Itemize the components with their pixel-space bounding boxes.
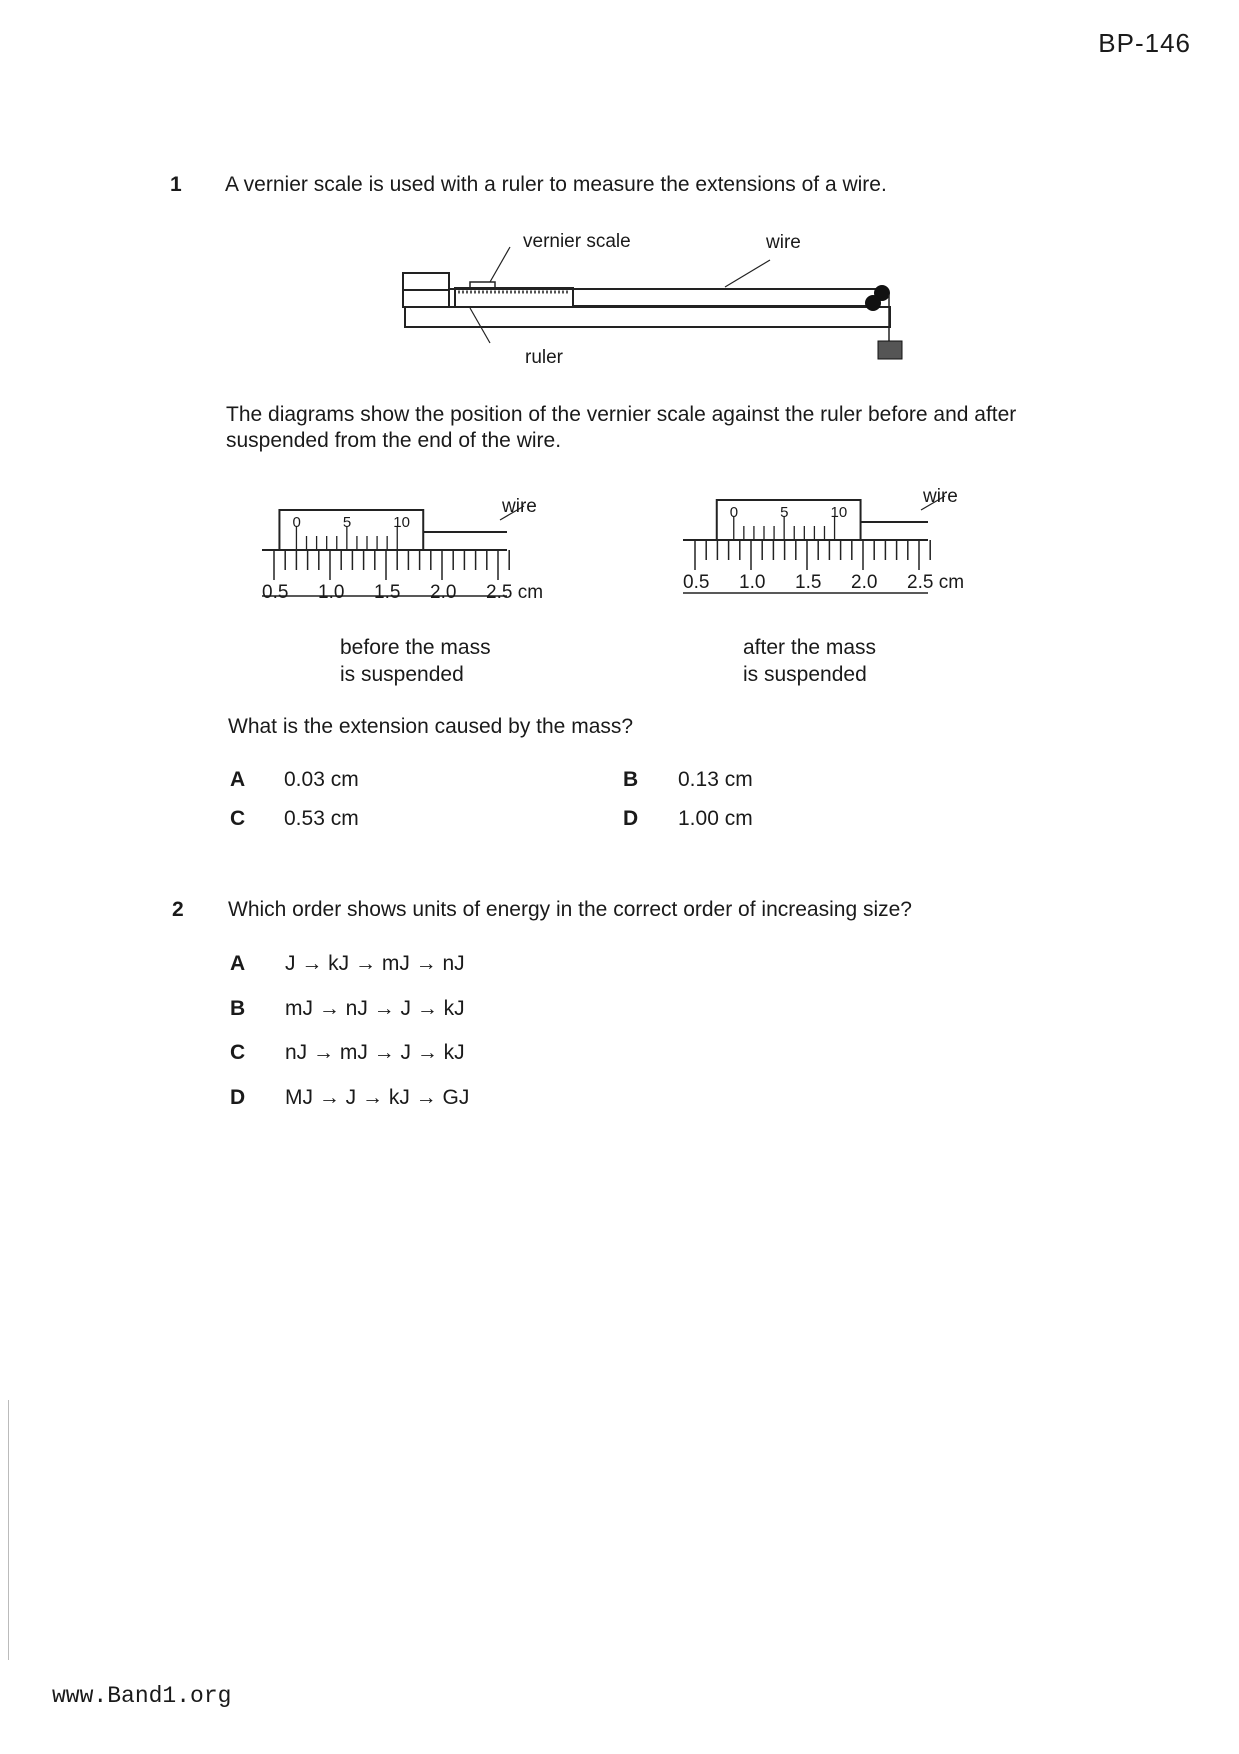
ruler-label: 0.5 [683, 572, 710, 593]
q1-option-a[interactable]: 0.03 cm [284, 768, 359, 791]
paragraph-line-1: The diagrams show the position of the vernier scale against the ruler before and after [226, 403, 1017, 426]
ruler-label: 2.0 [851, 572, 878, 593]
question-1-number: 1 [170, 173, 182, 196]
q1-option-a-letter: A [230, 768, 246, 791]
question-2-number: 2 [172, 898, 184, 921]
q2-option-d[interactable]: MJ → J → kJ → GJ [285, 1086, 470, 1109]
vernier-label: 10 [830, 504, 848, 521]
vernier-label: 0 [292, 514, 301, 531]
q2-option-c-letter: C [230, 1041, 246, 1064]
ruler-label: 1.5 [374, 582, 401, 603]
vernier-reading-before [262, 488, 592, 638]
q1-option-b[interactable]: 0.13 cm [678, 768, 753, 791]
caption-before-line-1: before the mass [340, 636, 491, 659]
ruler-label: 2.5 cm [486, 582, 544, 603]
ruler-label: 1.5 [795, 572, 822, 593]
ruler-label: 0.5 [262, 582, 289, 603]
vernier-label: 5 [342, 514, 352, 531]
caption-after-line-1: after the mass [743, 636, 877, 659]
question-1-prompt: What is the extension caused by the mass? [228, 715, 634, 738]
vernier-reading-after [683, 485, 1013, 635]
q2-option-a[interactable]: J → kJ → mJ → nJ [285, 952, 465, 975]
ruler-label: 1.0 [739, 572, 766, 593]
label-vernier-scale: vernier scale [523, 231, 631, 252]
q2-option-b-letter: B [230, 997, 246, 1020]
q1-option-c-letter: C [230, 807, 246, 830]
vernier-label: 5 [780, 504, 789, 521]
page-code: BP-146 [1098, 28, 1191, 58]
ruler-label: 2.5 cm [907, 572, 965, 593]
q2-option-a-letter: A [230, 952, 246, 975]
q1-option-b-letter: B [623, 768, 639, 791]
footer-url[interactable]: www.Band1.org [52, 1683, 232, 1709]
wire-label: wire [923, 486, 958, 507]
caption-after-line-2: is suspended [743, 663, 867, 686]
caption-before-line-2: is suspended [340, 663, 464, 686]
vernier-label: 10 [393, 514, 410, 531]
ruler-label: 2.0 [430, 582, 457, 603]
wire-apparatus-diagram [370, 225, 910, 375]
q1-option-d[interactable]: 1.00 cm [678, 807, 753, 830]
question-2-text: Which order shows units of energy in the correct order of increasing size? [228, 898, 912, 921]
label-wire: wire [766, 232, 801, 253]
q2-option-c[interactable]: nJ → mJ → J → kJ [285, 1041, 465, 1064]
scan-edge-line [8, 1400, 9, 1660]
q2-option-d-letter: D [230, 1086, 246, 1109]
paragraph-line-2: suspended from the end of the wire. [226, 429, 562, 452]
q2-option-b[interactable]: mJ → nJ → J → kJ [285, 997, 465, 1020]
label-ruler: ruler [525, 347, 564, 368]
q1-option-c[interactable]: 0.53 cm [284, 807, 359, 830]
vernier-label: 0 [729, 504, 739, 521]
wire-label: wire [502, 496, 537, 517]
q1-option-d-letter: D [623, 807, 639, 830]
question-1-text: A vernier scale is used with a ruler to measure the extensions of a wire. [225, 173, 887, 196]
ruler-label: 1.0 [318, 582, 345, 603]
